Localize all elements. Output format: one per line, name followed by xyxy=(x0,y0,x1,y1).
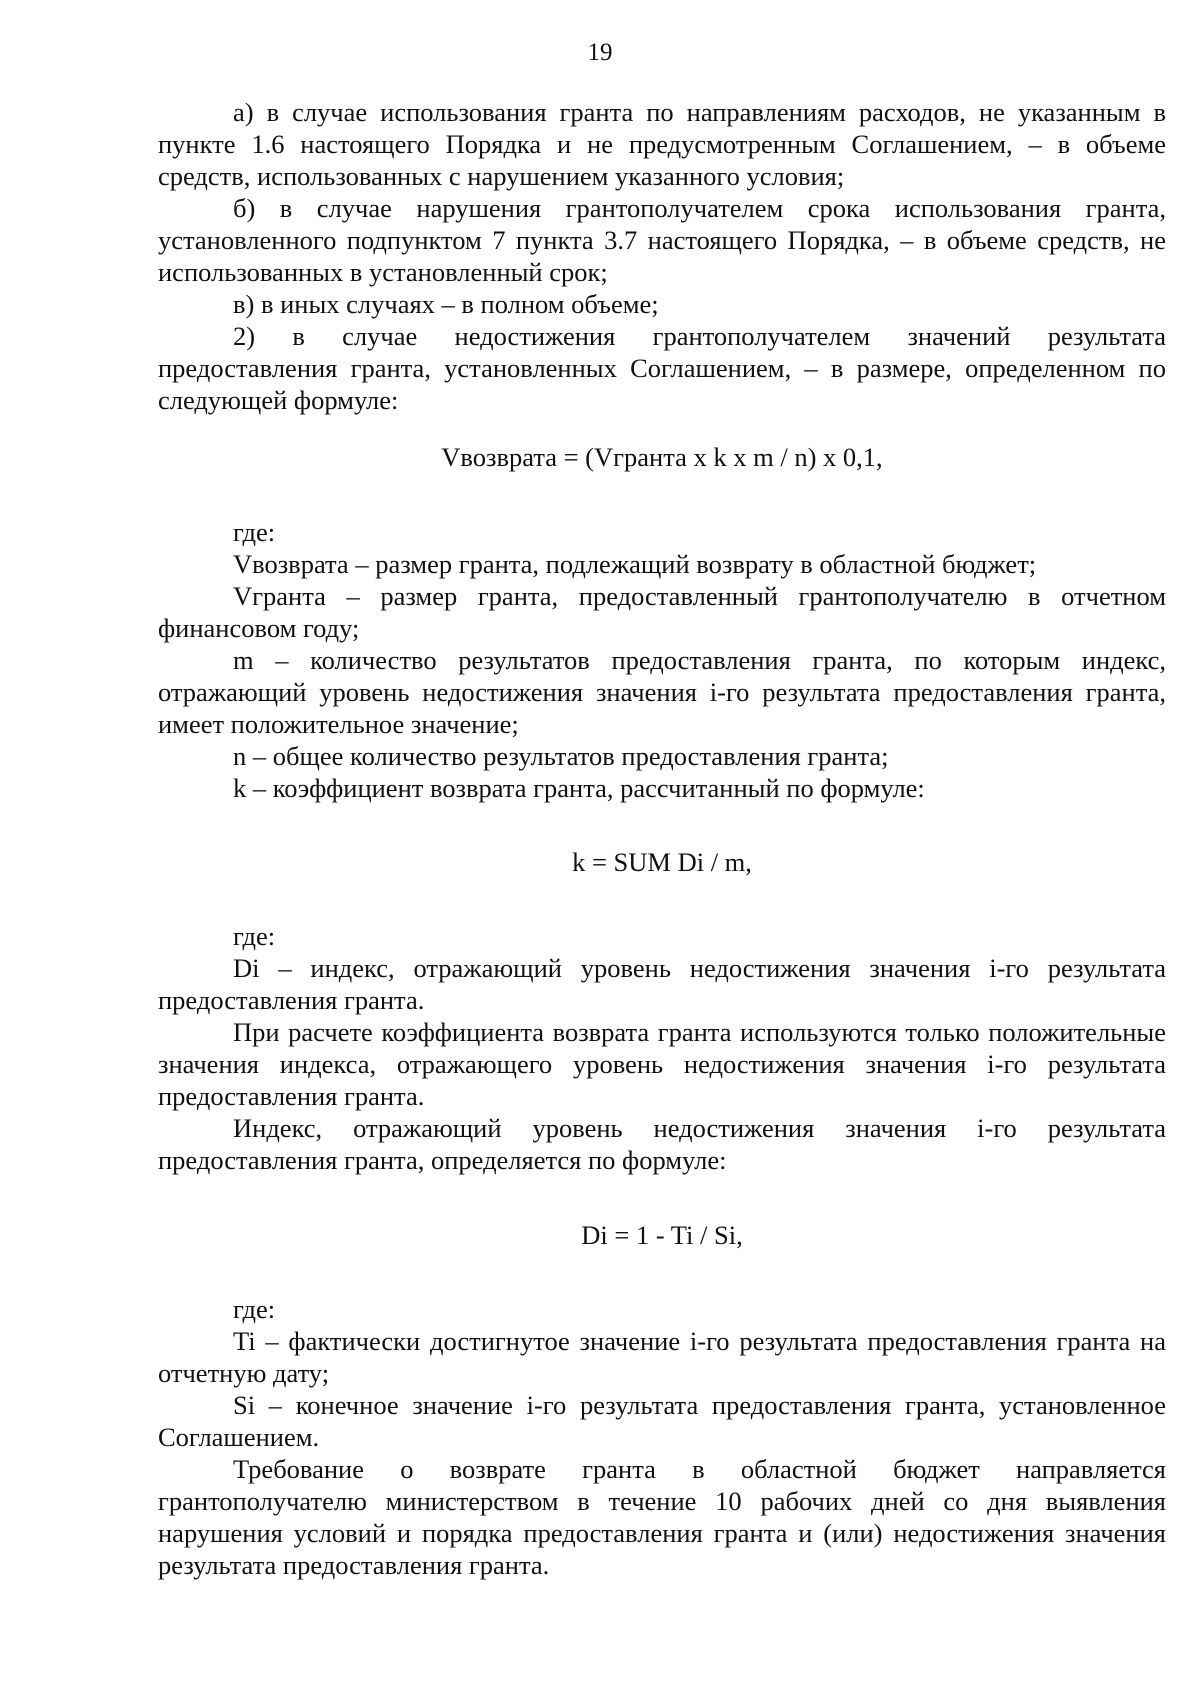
definition-k: k – коэффициент возврата гранта, рассчитанный по формуле: xyxy=(233,773,925,803)
definition-di: Di – индекс, отражающий уровень недостижения значения i-го результата предоставления гранта. xyxy=(158,953,1166,1015)
paragraph-b: б) в случае нарушения грантополучателем срока использования гранта, установленного подпунктом 7 пункта 3.7 настоящего Порядка, – в объеме средств, не использованных в установленный срок; xyxy=(158,193,1166,287)
formula-k: k = SUM Di / m, xyxy=(572,847,752,877)
paragraph-index-formula-intro: Индекс, отражающий уровень недостижения значения i-го результата предоставления гранта, определяется по формуле: xyxy=(158,1113,1166,1175)
paragraph-v: в) в иных случаях – в полном объеме; xyxy=(233,289,659,319)
paragraph-a: а) в случае использования гранта по направлениям расходов, не указанным в пункте 1.6 настоящего Порядка и не предусмотренным Соглашением, – в объеме средств, использованных с нарушением указанного условия; xyxy=(158,97,1166,191)
formula-return-amount: Vвозврата = (Vгранта x k x m / n) x 0,1, xyxy=(441,442,883,472)
definition-n: n – общее количество результатов предоставления гранта; xyxy=(233,741,889,771)
where-label-3: где: xyxy=(233,1294,276,1324)
paragraph-positive-values: При расчете коэффициента возврата гранта используются только положительные значения индекса, отражающего уровень недостижения значения i-го результата предоставления гранта. xyxy=(158,1017,1166,1111)
definition-m: m – количество результатов предоставления гранта, по которым индекс, отражающий уровень недостижения значения i-го результата предоставления гранта, имеет положительное значение; xyxy=(158,645,1166,739)
where-label-1: где: xyxy=(233,517,276,547)
definition-si: Si – конечное значение i-го результата предоставления гранта, установленное Соглашением. xyxy=(158,1390,1166,1452)
definition-v-grant: Vгранта – размер гранта, предоставленный грантополучателю в отчетном финансовом году; xyxy=(158,581,1166,643)
page-number: 19 xyxy=(587,39,613,66)
document-body xyxy=(158,96,1166,1581)
definition-v-return: Vвозврата – размер гранта, подлежащий возврату в областной бюджет; xyxy=(233,549,1037,579)
formula-di: Di = 1 - Ti / Si, xyxy=(581,1220,743,1250)
definition-ti: Ti – фактически достигнутое значение i-го результата предоставления гранта на отчетную дату; xyxy=(158,1326,1166,1388)
paragraph-return-requirement: Требование о возврате гранта в областной бюджет направляется грантополучателю министерством в течение 10 рабочих дней со дня выявления нарушения условий и порядка предоставления гранта и (или) недостижения значения результата предоставления гранта. xyxy=(158,1454,1166,1580)
paragraph-2: 2) в случае недостижения грантополучателем значений результата предоставления гранта, установленных Соглашением, – в размере, определенном по следующей формуле: xyxy=(158,321,1166,415)
where-label-2: где: xyxy=(233,921,276,951)
